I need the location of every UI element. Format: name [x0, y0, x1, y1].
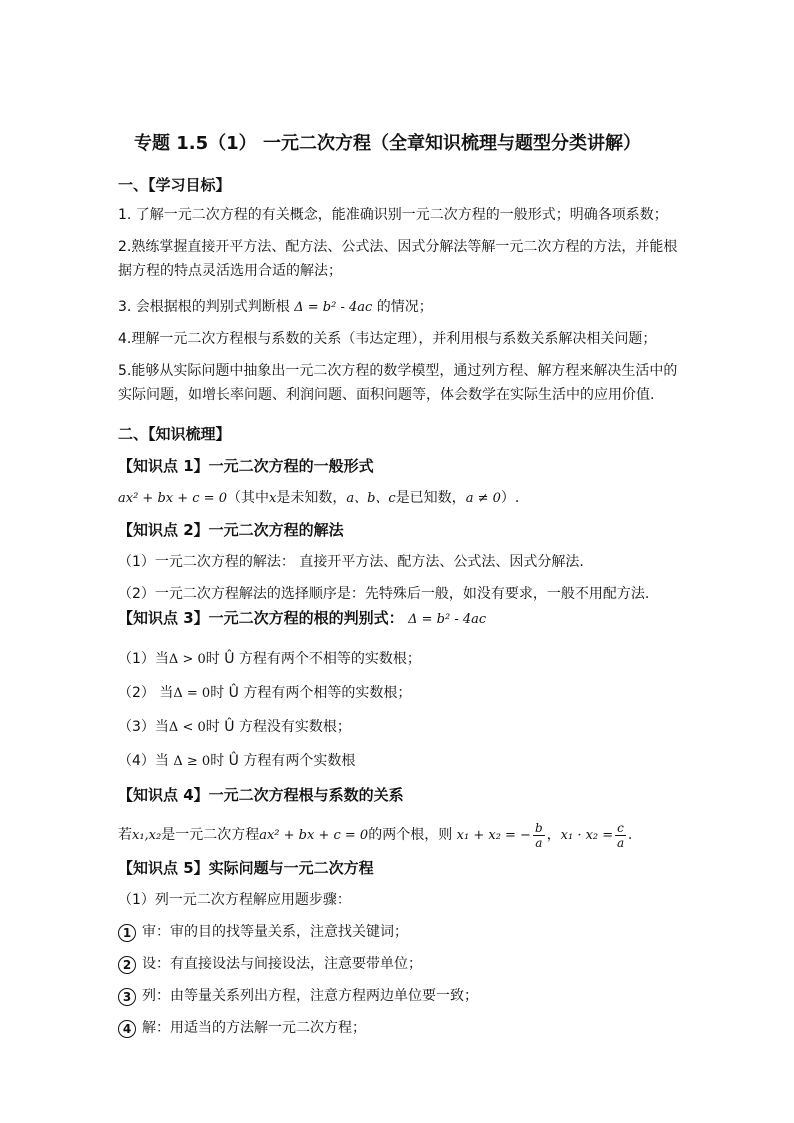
kp1-vars: a、b、c — [346, 491, 396, 506]
vieta-sum-numerator: b — [534, 820, 543, 835]
step-number-4: 4 — [118, 1020, 136, 1038]
goal-1: 1. 了解一元二次方程的有关概念，能准确识别一元二次方程的一般形式；明确各项系数； — [118, 207, 668, 223]
section-heading-knowledge: 二、【知识梳理】 — [118, 425, 231, 443]
kp1-condition: a ≠ 0 — [465, 491, 501, 506]
vieta-product-fraction — [615, 821, 626, 850]
kp2-line-1: （1）一元二次方程的解法： 直接开平方法、配方法、公式法、因式分解法. — [118, 554, 584, 570]
vieta-product-numerator: c — [617, 820, 624, 835]
kp3-title-line — [118, 608, 486, 630]
goal-2-line-2: 据方程的特点灵活选用合适的解法； — [118, 263, 342, 279]
kp2-line-2: （2）一元二次方程解法的选择顺序是：先特殊后一般，如没有要求，一般不用配方法. — [118, 586, 650, 602]
vieta-end: . — [627, 827, 633, 843]
case-1-condition: Δ > 0 — [168, 652, 206, 667]
step-3-text: 列：由等量关系列出方程，注意方程两边单位要一致； — [142, 988, 478, 1004]
case-2-condition: Δ = 0 — [173, 686, 211, 701]
kp5-intro: （1）列一元二次方程解应用题步骤： — [118, 892, 351, 908]
goal-5-line-2: 实际问题，如增长率问题、利润问题、面积问题等，体会数学在实际生活中的应用价值. — [118, 387, 655, 403]
discriminant-formula: Δ = b² - 4ac — [294, 300, 373, 315]
step-4-text: 解：用适当的方法解一元二次方程； — [142, 1020, 366, 1036]
kp2-title: 【知识点 2】一元二次方程的解法 — [118, 521, 344, 539]
step-number-3: 3 — [118, 988, 136, 1006]
kp1-text-d: ）. — [500, 490, 520, 506]
kp4-text-a: 若 — [118, 827, 132, 843]
vieta-sum-fraction — [533, 821, 545, 850]
goal-4: 4.理解一元二次方程根与系数的关系（韦达定理），并利用根与系数关系解决相关问题； — [118, 331, 657, 347]
kp4-equation: ax² + bx + c = 0 — [259, 828, 369, 843]
case-3-prefix: （3）当 — [118, 719, 169, 735]
step-1-text: 审：审的目的找等量关系，注意找关键词； — [142, 924, 408, 940]
page-title: 专题 1.5（1） 一元二次方程（全章知识梳理与题型分类讲解） — [134, 133, 641, 154]
case-2-result: 时 Û 方程有两个相等的实数根； — [210, 685, 412, 701]
case-4-condition: Δ ≥ 0 — [173, 754, 211, 769]
vieta-separator: ， — [546, 827, 561, 843]
step-number-2: 2 — [118, 956, 136, 974]
kp3-case-3 — [118, 717, 351, 738]
case-2-prefix: （2） 当 — [118, 685, 174, 701]
case-1-prefix: （1）当 — [118, 651, 169, 667]
case-4-result: 时 Û 方程有两个实数根 — [210, 753, 356, 769]
kp4-roots: x₁,x₂ — [132, 828, 162, 843]
vieta-sum-denominator: a — [535, 835, 543, 850]
kp1-text-a: （其中 — [226, 490, 269, 506]
step-number-1: 1 — [118, 924, 136, 942]
case-3-condition: Δ < 0 — [168, 720, 206, 735]
kp4-title: 【知识点 4】一元二次方程根与系数的关系 — [118, 786, 404, 804]
kp1-text-c: 是已知数， — [395, 490, 466, 506]
kp3-case-1 — [118, 649, 421, 670]
kp5-step-2 — [118, 954, 422, 974]
goal-5-line-1: 5.能够从实际问题中抽象出一元二次方程的数学模型，通过列方程、解方程来解决生活中的 — [118, 363, 678, 379]
vieta-sum-lhs: x₁ + x₂ = − — [456, 828, 531, 843]
kp5-step-1 — [118, 922, 408, 942]
kp4-text-b: 是一元二次方程 — [161, 827, 260, 843]
case-4-prefix: （4）当 — [118, 753, 174, 769]
kp3-formula: Δ = b² - 4ac — [408, 612, 487, 627]
kp1-title: 【知识点 1】一元二次方程的一般形式 — [118, 457, 374, 475]
case-3-result: 时 Û 方程没有实数根； — [205, 719, 351, 735]
kp1-text-b: 是未知数， — [276, 490, 347, 506]
step-2-text: 设：有直接设法与间接设法，注意要带单位； — [142, 956, 422, 972]
kp3-case-4 — [118, 751, 355, 772]
vieta-product-denominator: a — [616, 835, 625, 850]
kp4-text-c: 的两个根，则 — [368, 827, 453, 843]
case-1-result: 时 Û 方程有两个不相等的实数根； — [205, 651, 421, 667]
kp5-step-4 — [118, 1018, 366, 1038]
goal-3-text: 3. 会根据根的判别式判断根 — [118, 299, 290, 315]
kp4-body — [118, 818, 632, 853]
section-heading-goals: 一、【学习目标】 — [118, 176, 231, 194]
goal-3-tail: 的情况； — [376, 299, 433, 315]
kp5-step-3 — [118, 986, 478, 1006]
goal-3 — [118, 297, 433, 318]
kp1-body — [118, 488, 519, 509]
kp1-var-x: x — [268, 491, 277, 506]
goal-2-line-1: 2.熟练掌握直接开平方法、配方法、公式法、因式分解法等解一元二次方程的方法，并能根 — [118, 239, 678, 255]
kp5-title: 【知识点 5】实际问题与一元二次方程 — [118, 859, 374, 877]
vieta-product-lhs: x₁ · x₂ = — [560, 828, 614, 843]
kp3-case-2 — [118, 683, 411, 704]
kp3-title: 【知识点 3】一元二次方程的根的判别式： — [118, 609, 404, 627]
kp1-formula: ax² + bx + c = 0 — [118, 491, 227, 506]
